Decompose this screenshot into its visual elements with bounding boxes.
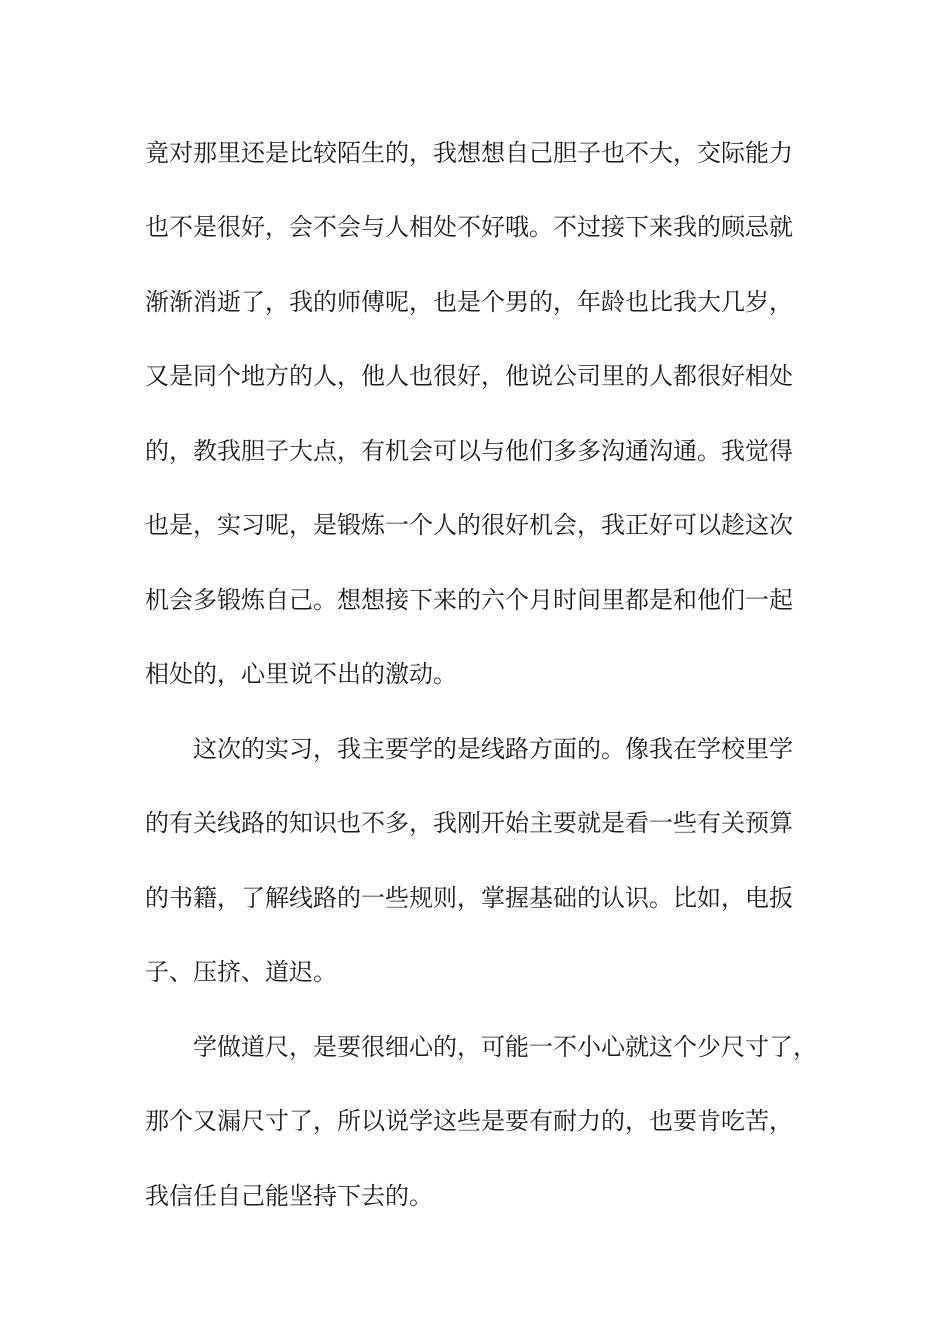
text-line: 也不是很好，会不会与人相处不好哦。不过接下来我的顾忌就 <box>145 213 793 241</box>
text-line: 那个又漏尺寸了，所以说学这些是要有耐力的，也要肯吃苦， <box>145 1107 793 1135</box>
text-line: 我信任自己能坚持下去的。 <box>145 1182 433 1210</box>
paragraph-start-line: 这次的实习，我主要学的是线路方面的。像我在学校里学 <box>193 735 793 763</box>
text-line: 子、压挤、道迟。 <box>145 958 337 986</box>
text-line: 机会多锻炼自己。想想接下来的六个月时间里都是和他们一起 <box>145 586 793 614</box>
text-line: 的书籍，了解线路的一些规则，掌握基础的认识。比如，电扳 <box>145 884 793 912</box>
text-line: 也是，实习呢，是锻炼一个人的很好机会，我正好可以趁这次 <box>145 511 793 539</box>
text-line: 渐渐消逝了，我的师傅呢，也是个男的，年龄也比我大几岁， <box>145 288 793 316</box>
text-line: 又是同个地方的人，他人也很好，他说公司里的人都很好相处 <box>145 362 793 390</box>
text-line: 竟对那里还是比较陌生的，我想想自己胆子也不大，交际能力 <box>145 139 793 167</box>
paragraph-start-line: 学做道尺，是要很细心的，可能一不小心就这个少尺寸了， <box>193 1033 817 1061</box>
text-line: 的有关线路的知识也不多，我刚开始主要就是看一些有关预算 <box>145 809 793 837</box>
text-line: 的，教我胆子大点，有机会可以与他们多多沟通沟通。我觉得 <box>145 437 793 465</box>
text-line: 相处的，心里说不出的激动。 <box>145 660 457 688</box>
